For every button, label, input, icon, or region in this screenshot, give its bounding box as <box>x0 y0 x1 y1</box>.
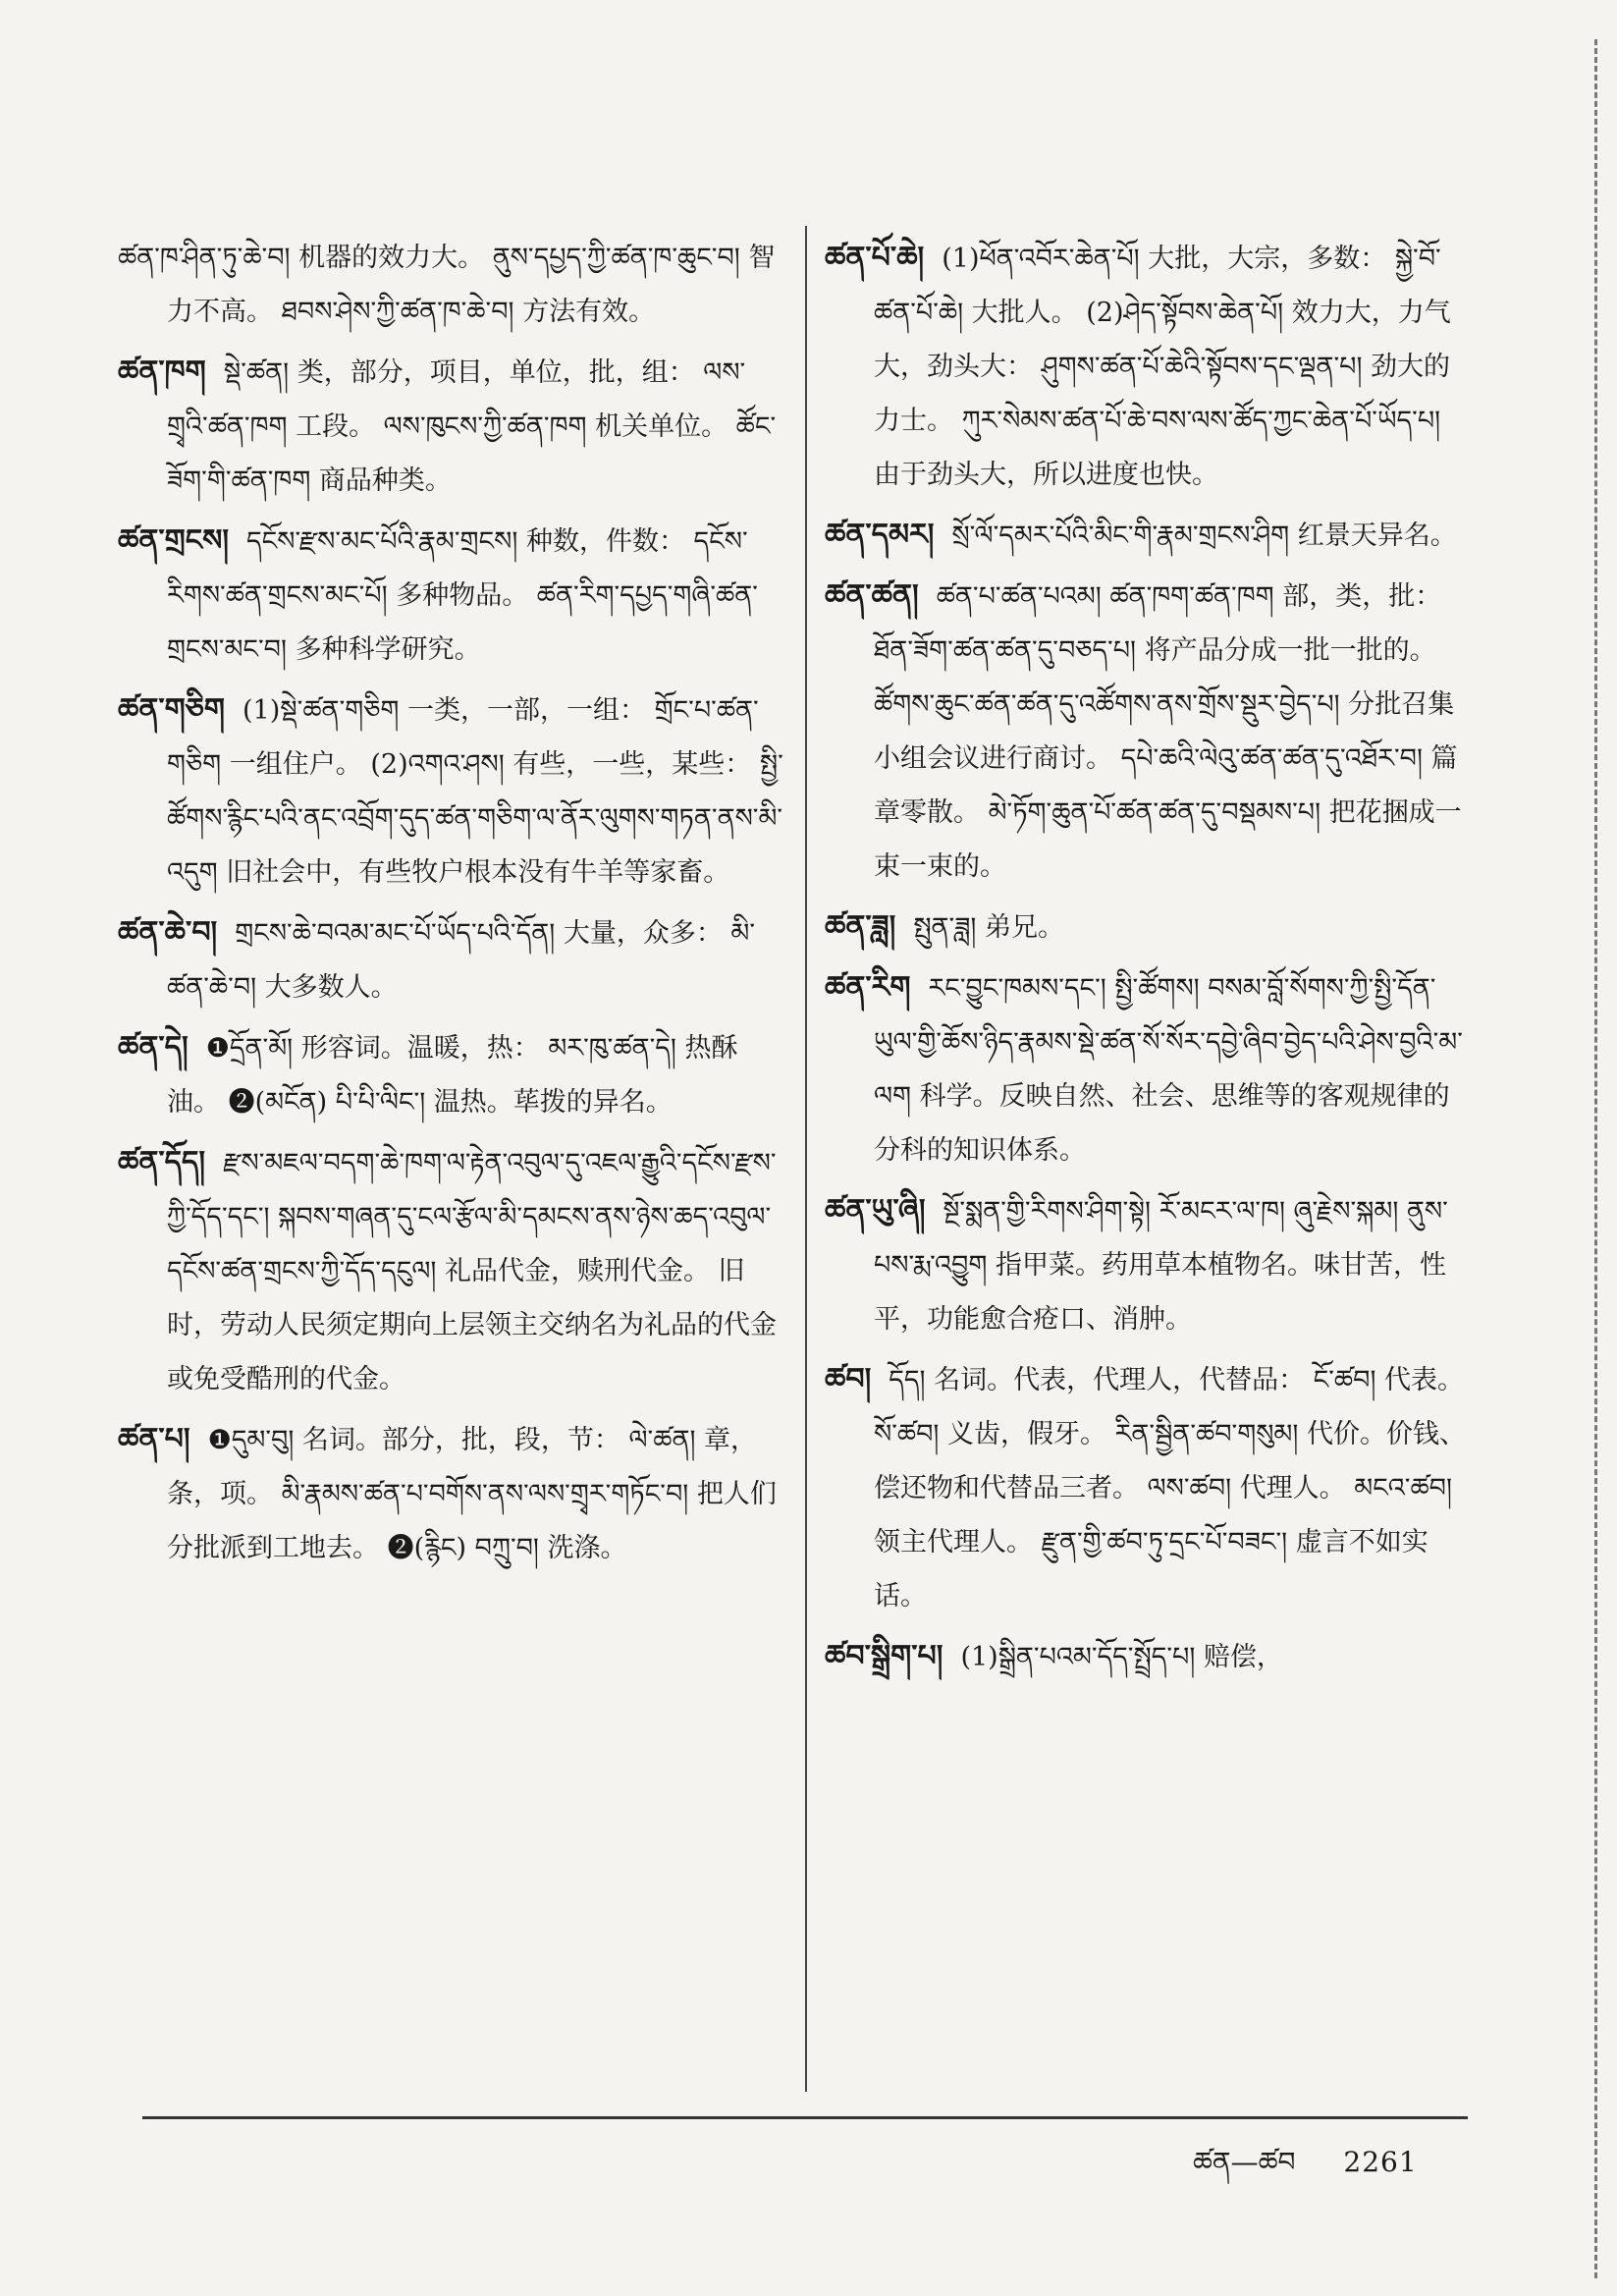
entry-definition: དངོས་རྫས་མང་པོའི་རྣམ་གྲངས། 种数，件数： དངོས་རིགས་ཚན་གྲངས་མང་པོ། 多种物品。 ཚན་རིག་དཔྱད་གཞི་ཚན་གྲངས་མང་བ། 多种科学研究。 <box>167 526 758 665</box>
entry-headword: ཚན་དེ། <box>118 1030 189 1065</box>
entry-definition: སྲོ་ལོ་དམར་པོའི་མིང་གི་རྣམ་གྲངས་ཤིག 红景天异名。 <box>951 520 1457 551</box>
entry-definition: རྫས་མཇལ་བདག་ཆེ་ཁག་ལ་རྟེན་འབུལ་དུ་འཇལ་རྒྱུའི་དངོས་རྫས་ཀྱི་དོད་དང་། སྐབས་གཞན་དུ་ངལ་རྩོལ་མི་དམངས་ནས་ཉེས་ཆད་འབུལ་དངོས་ཚན་གྲངས་ཀྱི་དོད་དངུལ། 礼品代金，赎刑代金。 旧时，劳动人民须定期向上层领主交纳名为礼品的代金或免受酷刑的代金。 <box>167 1148 777 1394</box>
left-column <box>118 231 785 1581</box>
entry-definition: ཚན་ཁ་ཤིན་ཏུ་ཆེ་བ། 机器的效力大。 ནུས་དཔྱད་ཀྱི་ཚན་ཁ་ཆུང་བ། 智力不高。 ཐབས་ཤེས་ཀྱི་ཚན་ཁ་ཆེ་བ། 方法有效。 <box>118 243 776 327</box>
entry-headword: ཚན་ཚན། <box>825 578 919 613</box>
dictionary-entry <box>118 905 785 1014</box>
entry-definition: ❶དྲོན་མོ། 形容词。温暖，热： མར་ཁུ་ཚན་དེ། 热酥油。 ❷(མངོན) པི་པི་ལིང་། 温热。荜拨的异名。 <box>167 1033 738 1118</box>
entry-headword: ཚན་དམར། <box>825 518 935 552</box>
entry-definition: སྡེ་ཚན། 类，部分，项目，单位，批，组： ལས་གྲྭའི་ཚན་ཁག 工段。 ལས་ཁུངས་ཀྱི་ཚན་ཁག 机关单位。 ཚོང་ཟོག་གི་ཚན་ཁག 商品种类。 <box>167 357 777 496</box>
dictionary-entry <box>825 960 1473 1177</box>
dictionary-entry <box>118 1412 785 1575</box>
entry-headword: ཚབ་སྒྲིག་པ། <box>825 1639 943 1673</box>
dictionary-entry <box>118 345 785 508</box>
entry-headword: ཚན་གཅིག <box>118 692 225 727</box>
entry-definition: རང་བྱུང་ཁམས་དང་། སྤྱི་ཚོགས། བསམ་བློ་སོགས་ཀྱི་སྤྱི་དོན་ཡུལ་གྱི་ཆོས་ཉིད་རྣམས་སྡེ་ཚན་སོ་སོར་དབྱེ་ཞིབ་བྱེད་པའི་ཤེས་བྱའི་མ་ལག 科学。反映自然、社会、思维等的客观规律的分科的知识体系。 <box>874 973 1463 1166</box>
entry-headword: ཚན་པ། <box>118 1422 190 1456</box>
page-number: 2261 <box>1343 2146 1418 2178</box>
entry-definition: ཚན་པ་ཚན་པའམ། ཚན་ཁག་ཚན་ཁག 部，类，批： ཐོན་ཟོག་ཚན་ཚན་དུ་བཅད་པ། 将产品分成一批一批的。 ཚོགས་ཆུང་ཚན་ཚན་དུ་འཚོགས་ནས་གྲོས་སྡུར་བྱེད་པ། 分批召集小组会议进行商讨。 དཔེ་ཆའི་ལེའུ་ཚན་ཚན་དུ་འཐོར་བ། 篇章零散。 མེ་ཏོག་ཆུན་པོ་ཚན་ཚན་དུ་བསྡམས་པ། 把花捆成一束一束的。 <box>874 581 1462 882</box>
entry-definition: སྤུན་ཟླ། 弟兄。 <box>913 912 1064 943</box>
entry-headword: ཚན་ཟླ། <box>825 909 896 944</box>
dictionary-entry <box>825 569 1473 894</box>
entry-headword: ཚན་པོ་ཆེ། <box>825 241 925 275</box>
headword-range: ཚན—ཚབ <box>1193 2146 1296 2178</box>
entry-headword: ཚན་ཡུ་ཞི། <box>825 1193 926 1228</box>
entry-definition: (1)སྡེ་ཚན་གཅིག 一类，一部，一组： གྲོང་པ་ཚན་གཅིག 一组住户。 (2)འགའ་ཤས། 有些，一些，某些： སྤྱི་ཚོགས་རྙིང་པའི་ནང་འབྲོག་དུད་ཚན་གཅིག་ལ་ནོར་ལུགས་གཏན་ནས་མི་འདུག 旧社会中，有些牧户根本没有牛羊等家畜。 <box>167 695 783 888</box>
dictionary-entry <box>825 231 1473 502</box>
entry-headword: ཚན་རིག <box>825 970 911 1005</box>
entry-headword: ཚན་གྲངས། <box>118 523 230 558</box>
right-column <box>825 231 1473 1690</box>
entry-definition: ❶དུམ་བུ། 名词。部分，批，段，节： ལེ་ཚན། 章，条，项。 མི་རྣམས་ཚན་པ་བགོས་ནས་ལས་གྲྭར་གཏོང་བ། 把人们分批派到工地去。 ❷(རྙིང) བཀྲུ་བ། 洗涤。 <box>167 1425 777 1563</box>
dictionary-entry <box>118 683 785 900</box>
dictionary-entry <box>825 1352 1473 1623</box>
column-divider <box>805 226 807 2092</box>
entry-definition: སྔོ་སྨན་གྱི་རིགས་ཤིག་སྟེ། རོ་མངར་ལ་ཁ། ཞུ་རྗེས་སྐམ། ནུས་པས་རྨ་འབྱུག 指甲菜。药用草本植物名。味甘苦，性平，功能愈合疮口、消肿。 <box>874 1196 1448 1335</box>
dictionary-entry <box>118 1020 785 1129</box>
entry-definition: (1)ཕོན་འབོར་ཆེན་པོ། 大批，大宗，多数： སྐྱེ་བོ་ཚན་པོ་ཆེ། 大批人。 (2)ཤེད་སྟོབས་ཆེན་པོ། 效力大，力气大，劲头大： ཤུགས་ཚན་པོ་ཆེའི་སྟོབས་དང་ལྡན་པ། 劲大的力士。 ཀུར་སེམས་ཚན་པོ་ཆེ་བས་ལས་ཚོད་ཀྱང་ཆེན་པོ་ཡོད་པ། 由于劲头大，所以进度也快。 <box>874 244 1451 490</box>
dictionary-entry <box>118 1135 785 1406</box>
dictionary-entry <box>825 1183 1473 1346</box>
entry-definition: དོད། 名词。代表，代理人，代替品： ངོ་ཚབ། 代表。 སོ་ཚབ། 义齿，假牙。 རིན་སྦྱིན་ཚབ་གསུམ། 代价。价钱、偿还物和代替品三者。 ལས་ཚབ། 代理人。 མངའ་ཚབ། 领主代理人。 རྫུན་གྱི་ཚབ་ཏུ་དྲང་པོ་བཟང་། 虚言不如实话。 <box>874 1365 1466 1612</box>
entry-definition: (1)སྒྲིན་པའམ་དོད་སྤྲོད་པ། 赔偿， <box>960 1642 1283 1672</box>
page-footer <box>1193 2131 1418 2209</box>
footer-rule <box>142 2116 1468 2119</box>
entry-headword: ཚབ། <box>825 1362 872 1396</box>
dictionary-entry <box>825 1629 1473 1684</box>
entry-definition: གྲངས་ཆེ་བའམ་མང་པོ་ཡོད་པའི་དོན། 大量，众多： མི་ཚན་ཆེ་བ། 大多数人。 <box>167 918 756 1003</box>
entry-headword: ཚན་ཁག <box>118 355 206 389</box>
scan-margin-marks <box>1594 39 1617 2278</box>
entry-headword: ཚན་དོད། <box>118 1145 206 1179</box>
entry-headword: ཚན་ཆེ་བ། <box>118 915 218 950</box>
dictionary-entry <box>825 900 1473 955</box>
dictionary-entry <box>118 231 785 339</box>
dictionary-entry <box>118 514 785 677</box>
dictionary-entry <box>825 508 1473 563</box>
